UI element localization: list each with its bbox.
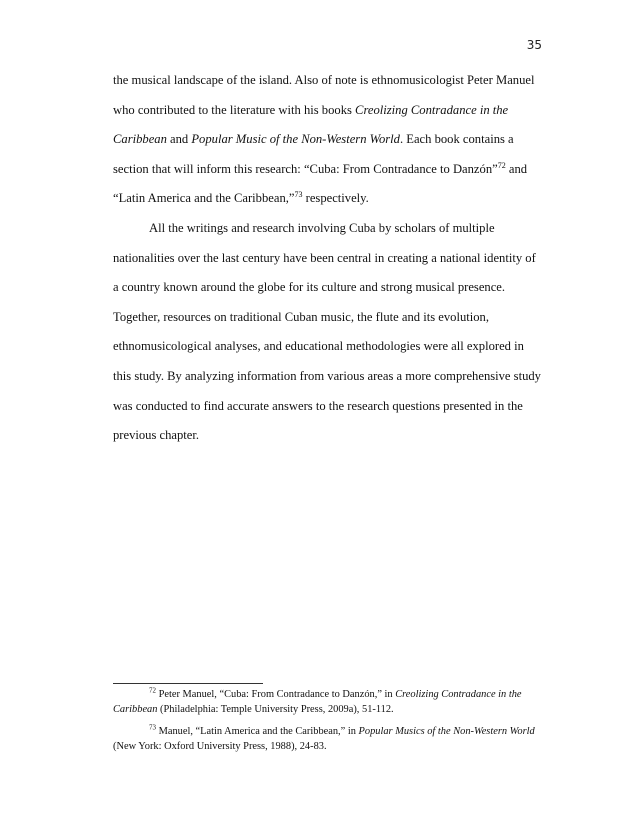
footnote-citation: (Philadelphia: Temple University Press, 2009a), 51-112. [157, 704, 394, 715]
footnote-book-title: Popular Musics of the Non-Western World [358, 726, 535, 737]
page-number: 35 [526, 38, 542, 52]
book-title-popular-music: Popular Music of the Non-Western World [191, 132, 400, 147]
paragraph-1-text-c: . Each book contains a section that will inform this research: “Cuba: From Contradance to Danzón” [113, 132, 514, 176]
footnote-book-title: Creolizing Contradance in the Caribbean [113, 689, 522, 715]
footnotes [113, 687, 543, 761]
paragraph-1 [113, 66, 543, 214]
book-title-creolizing: Creolizing Contradance in the Caribbean [113, 102, 509, 147]
footnote-text: Manuel, “Latin America and the Caribbean,” in [156, 726, 359, 737]
footnote-73 [113, 724, 543, 754]
paragraph-1-text-b: and [166, 132, 192, 147]
footnote-72 [113, 687, 543, 717]
paragraph-1-text-d: and “Latin America and the Caribbean,” [113, 161, 528, 206]
main-text [113, 66, 543, 451]
footnote-text: Peter Manuel, “Cuba: From Contradance to Danzón,” in [156, 689, 396, 700]
paragraph-1-text-a: the musical landscape of the island. Also of note is ethnomusicologist Peter Manuel who contributed to the literature with his books [113, 73, 535, 117]
footnote-ref-72: 72 [497, 160, 506, 170]
footnote-citation: (New York: Oxford University Press, 1988), 24-83. [113, 741, 327, 752]
footnote-number: 73 [149, 723, 156, 732]
paragraph-1-text-e: respectively. [302, 191, 369, 206]
footnote-number: 72 [149, 686, 156, 695]
paragraph-2: All the writings and research involving Cuba by scholars of multiple nationalities over the last century have been central in creating a national identity of a country known around the globe for its culture and strong musical presence. Together, resources on traditional Cuban music, the flute and its evolution, ethnomusicological analyses, and educational methodologies were all explored in this study. By analyzing information from various areas a more comprehensive study was conducted to find accurate answers to the research questions presented in the previous chapter. [113, 220, 541, 443]
footnote-ref-73: 73 [294, 190, 303, 200]
footnote-separator [113, 683, 263, 684]
